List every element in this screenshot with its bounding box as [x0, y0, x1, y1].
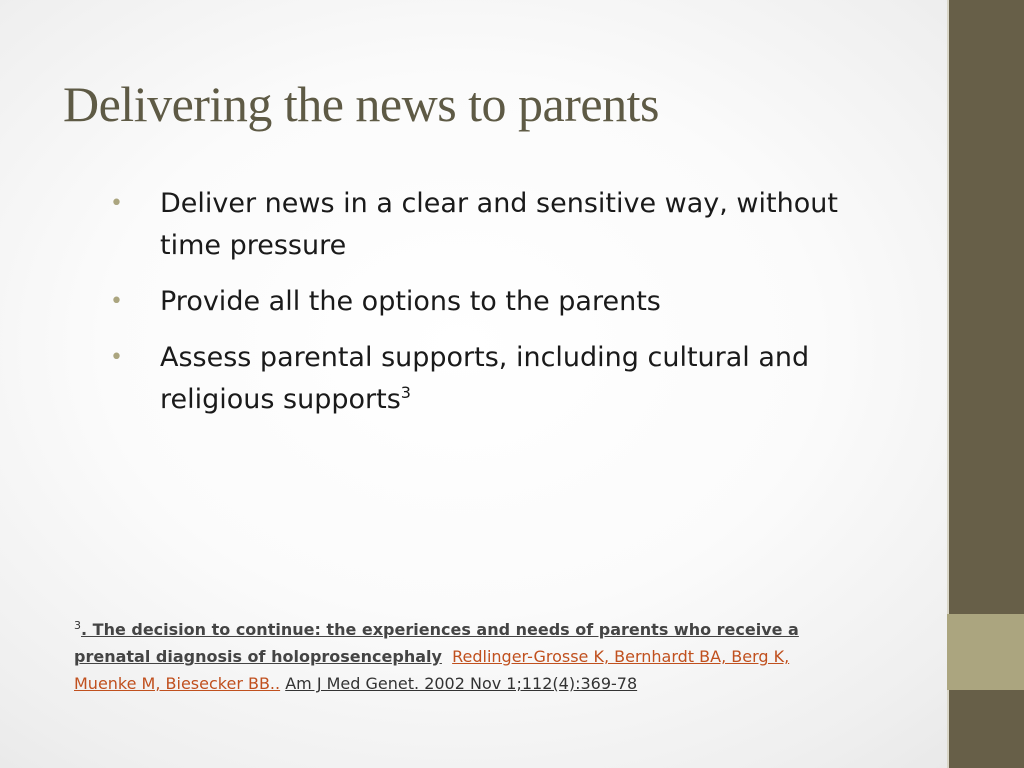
slide-title: Delivering the news to parents	[63, 76, 659, 132]
reference-footnote	[74, 616, 854, 697]
bullet-list	[105, 183, 895, 435]
bullet-item	[105, 183, 895, 267]
bullet-item	[105, 281, 895, 323]
reference-journal: Am J Med Genet. 2002 Nov 1;112(4):369-78	[285, 674, 638, 693]
reference-title-link[interactable]: . The decision to continue: the experiences and needs of parents who receive a prenatal diagnosis of holoprosencephaly	[74, 620, 799, 666]
bullet-text: Provide all the options to the parents	[160, 286, 661, 317]
decorative-side-bar	[947, 0, 1024, 768]
bullet-text: Assess parental supports, including cultural and religious supports	[160, 342, 810, 415]
bullet-text: Deliver news in a clear and sensitive way, without time pressure	[160, 188, 838, 261]
reference-number: 3	[74, 619, 81, 632]
bullet-item	[105, 337, 895, 421]
side-bar-accent-block	[947, 614, 1024, 690]
bullet-dot-icon: •	[110, 191, 123, 216]
reference-authors-link[interactable]: Redlinger-Grosse K, Bernhardt BA, Berg K, Muenke M, Biesecker BB..	[74, 647, 790, 693]
citation-superscript: 3	[400, 383, 411, 402]
bullet-dot-icon: •	[110, 289, 123, 314]
bullet-dot-icon: •	[110, 345, 123, 370]
